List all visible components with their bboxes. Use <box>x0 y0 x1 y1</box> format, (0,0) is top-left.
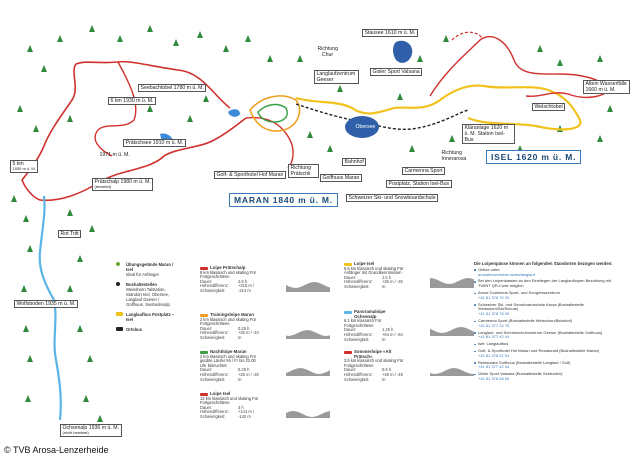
route-card-desc: 13 km klassisch und skating Für Fortgeschrittene <box>200 395 259 406</box>
map-legend <box>116 262 178 337</box>
label-gisler: Gisler Sport Valsana <box>370 68 422 76</box>
label-praetschalp <box>92 178 153 191</box>
label-golfhuus: Golfhuus Maran <box>320 174 362 182</box>
route-card-row: Höhendifferenz: +26 m / -26 m <box>344 279 403 289</box>
legend-item <box>116 262 178 277</box>
route-card <box>344 350 404 382</box>
route-card-row: Höhendifferenz: +26 m / -26 m <box>200 371 259 382</box>
route-card-row: Schwierigkeit: <box>344 283 370 289</box>
label-langlaufzentrum: Langlaufzentrum Geeser <box>314 70 359 84</box>
ski-bus-icon <box>116 312 123 316</box>
route-color-swatch <box>200 267 208 270</box>
route-card-title: Nachtloipe Maran <box>200 350 260 355</box>
label-6km: 6 km 1930 m ü. M. <box>108 97 156 105</box>
local-bus-icon <box>116 327 123 331</box>
route-card <box>200 392 260 420</box>
route-card-row: Höhendifferenz: +141 m / -142 m <box>200 409 255 419</box>
route-card-row: Dauer: 0.5 h <box>344 367 392 373</box>
label-praetschalp-sub: (bewirtet) <box>94 184 112 189</box>
route-card-row: Dauer: 1.25 h <box>344 327 394 333</box>
route-card <box>200 350 260 382</box>
elevation-profile <box>430 276 474 288</box>
route-card-row: Höhendifferenz: +49 m / -49 m <box>344 371 403 382</box>
route-card-title: Sommerloipe «Alt Prätsch» <box>344 350 404 359</box>
route-color-swatch <box>344 311 352 314</box>
legend-item <box>116 327 178 332</box>
route-card <box>200 266 260 294</box>
label-praetschalp-text: Prätschalp 1980 m ü. M. <box>94 179 151 185</box>
route-card-desc: 8 km klassisch und skating Für Fortgeschrittene <box>200 269 256 280</box>
route-card-row: Höhendifferenz: +64 m / -54 m <box>344 331 403 342</box>
label-richtung-chur: Richtung Chur <box>317 46 338 58</box>
route-color-swatch <box>200 351 208 354</box>
place-maran: MARAN 1840 m ü. M. <box>229 193 338 207</box>
pass-info-heading: Die Loipenpässe können an folgenden Standorten bezogen werden: <box>474 261 613 266</box>
label-richtung-innerarosa: Richtung Innerarosa <box>441 150 467 162</box>
label-welschtobel: Welschtobel <box>532 103 565 111</box>
route-card-row: Schwierigkeit: <box>200 413 226 419</box>
route-card-desc: 2 km klassisch und skating Für Fortgeschrittene <box>200 316 256 327</box>
route-card <box>344 310 404 342</box>
elevation-profile <box>286 280 330 292</box>
pass-info-item: Carmenna Sport (Bushaltestelle Weisshorn/Bahnhof) +41 81 377 22 75 <box>474 319 624 329</box>
route-card <box>200 313 260 341</box>
legend-item-title: Langlaufbus Postplatz – Isel <box>126 312 175 322</box>
place-isel: ISEL 1620 m ü. M. <box>486 150 581 164</box>
route-card-row: Schwierigkeit: <box>200 376 226 382</box>
pass-info-item: Gisler Sport Valsana (Bushaltestelle Seeboden) +41 81 378 63 63 <box>474 372 624 382</box>
label-rot-tritt: Rot Tritt <box>58 230 81 238</box>
route-card-title: Loipe Isel <box>200 392 260 397</box>
label-ochsenalp-text: Ochsenalp 1936 m ü. M. <box>62 425 120 431</box>
label-obersee: Obersee <box>355 124 376 130</box>
elevation-profile <box>286 406 330 418</box>
route-color-swatch <box>344 351 352 354</box>
route-color-swatch <box>344 263 352 266</box>
label-stausee: Stausee 1610 m ü. M. <box>362 29 418 37</box>
label-bahnhof: Bahnhof <box>342 158 366 166</box>
legend-item <box>116 312 178 322</box>
label-klaeranlage: Kläranlage 1620 m ü. M. Station Isel-Bus <box>462 124 515 144</box>
practice-area-icon <box>116 262 120 266</box>
pass-info <box>474 262 624 384</box>
label-1971: 1971 m ü. M. <box>99 152 130 158</box>
route-card-title: Loipe Isel <box>344 262 404 267</box>
route-card-row: Dauer: 2.5 h <box>200 278 248 284</box>
route-card-title: Trainingsloipe Maran <box>200 313 260 318</box>
route-card-row: Höhendifferenz: +25 m / -24 m <box>200 330 259 340</box>
route-card-row: Dauer: 3 h <box>200 404 244 410</box>
label-postplatz: Postplatz, Station Isel-Bus <box>386 180 452 188</box>
legend-item-desc: Ideal für Anfänger <box>126 272 160 277</box>
elevation-profile <box>430 324 474 336</box>
route-card <box>344 262 404 290</box>
label-schweizer-ski: Schweizer Ski- und Snowboardschule <box>346 194 438 202</box>
pass-info-item: Restaurant Golfhuus (Bushaltestelle Langlauf / Golf) +41 81 377 42 44 <box>474 361 624 371</box>
pass-info-item: Online unter arosalenzerheide.swiss/langlauf <box>474 268 624 278</box>
legend-item-title: Bushaltestellen <box>126 282 157 287</box>
pass-info-item: Bei den Loipenkassen an den Einstiegen der Langlaufloipen Bezahlung mit TWINT QR-Code möglich <box>474 279 624 289</box>
legend-item-desc: Weisshorn Talstation, Standort Isel, Obersee, Langlauf Geeser / Golfhuus, Seebodenalp <box>126 287 170 307</box>
pass-info-item: Schweizer Ski- und Snowboardschule Arosa (Bushaltestelle Weisshorn/Ski/Schule) +41 81 378 75 00 <box>474 303 624 317</box>
route-card-row: Schwierigkeit: <box>344 376 370 382</box>
label-richtung-praetschli: Richtung Prätschli <box>288 164 319 178</box>
label-carmenna: Carmenna Sport <box>402 167 445 175</box>
pass-info-item: Golf- & Sporthotel Hof Maran und Restaurant (Bushaltestelle Maran) +41 81 378 51 51 <box>474 349 624 359</box>
pass-info-item: Isel: Langlaufbus <box>474 342 624 347</box>
route-card-row: Höhendifferenz: +215 m / -214 m <box>200 283 255 293</box>
elevation-profile <box>286 327 330 339</box>
route-card-desc: 6.1 km klassisch Für Fortgeschrittene <box>344 318 382 328</box>
route-card-row: Schwierigkeit: <box>200 287 226 293</box>
label-5km-text: 5 km <box>12 161 24 167</box>
route-card-desc: 5.5 km klassisch und skating Für Anfänger mit Grundkenntnissen <box>344 265 404 276</box>
elevation-profile <box>286 364 330 376</box>
label-ochsenalp-sub: (nicht bewirtet) <box>62 430 89 435</box>
legend-item-title: Ortsbus <box>126 327 143 332</box>
route-card-desc: 2 km klassisch und skating Für geübte Läufer Mi / Fr bis 21.00 Uhr beleuchtet <box>200 353 256 368</box>
route-card-row: Dauer: 0.25 h <box>200 367 250 373</box>
route-card-desc: 3.5 km klassisch und skating Für Fortgeschrittene <box>344 358 404 368</box>
route-card-row: Dauer: 1.5 h <box>344 274 392 280</box>
legend-item-title: Übungsgelände Maran / Isel <box>126 262 174 272</box>
label-praetschsee: Prätschsee 1910 m ü. M. <box>123 139 186 147</box>
label-golf-maran: Golf- & Sporthotel Hof Maran <box>214 171 286 179</box>
label-5km <box>10 160 38 173</box>
elevation-profile <box>430 364 474 376</box>
label-ochsenalp <box>60 424 122 437</box>
pass-info-item: Langlauf- und Schneeschuhzentrum Geeser (Bushaltestelle Golfhuus) +41 81 377 42 44 <box>474 331 624 341</box>
label-5km-alt: 1930 m ü. M. <box>12 166 36 171</box>
label-altein: Altein Wasserfälle 1660 m ü. M. <box>583 80 630 94</box>
route-card-row: Schwierigkeit: <box>344 336 370 342</box>
pass-info-item: Arosa Tourismus Sport- und Kongresszentrum +41 81 378 70 20 <box>474 291 624 301</box>
route-card-title: Loipe Prätschalp <box>200 266 260 271</box>
legend-item <box>116 282 178 307</box>
label-seebachtobel: Seebachtobel 1780 m ü. M. <box>138 84 206 92</box>
copyright: © TVB Arosa-Lenzerheide <box>4 445 109 455</box>
route-color-swatch <box>200 393 208 396</box>
route-card-title: Panoramaloipe Ochsenalp <box>344 310 404 319</box>
route-card-row: Dauer: 0.25 h <box>200 325 250 331</box>
route-card-row: Schwierigkeit: <box>200 334 226 340</box>
label-wolfsboden: Wolfsboden 1935 m ü. M. <box>14 300 78 308</box>
bus-stop-icon <box>116 282 120 286</box>
route-color-swatch <box>200 314 208 317</box>
